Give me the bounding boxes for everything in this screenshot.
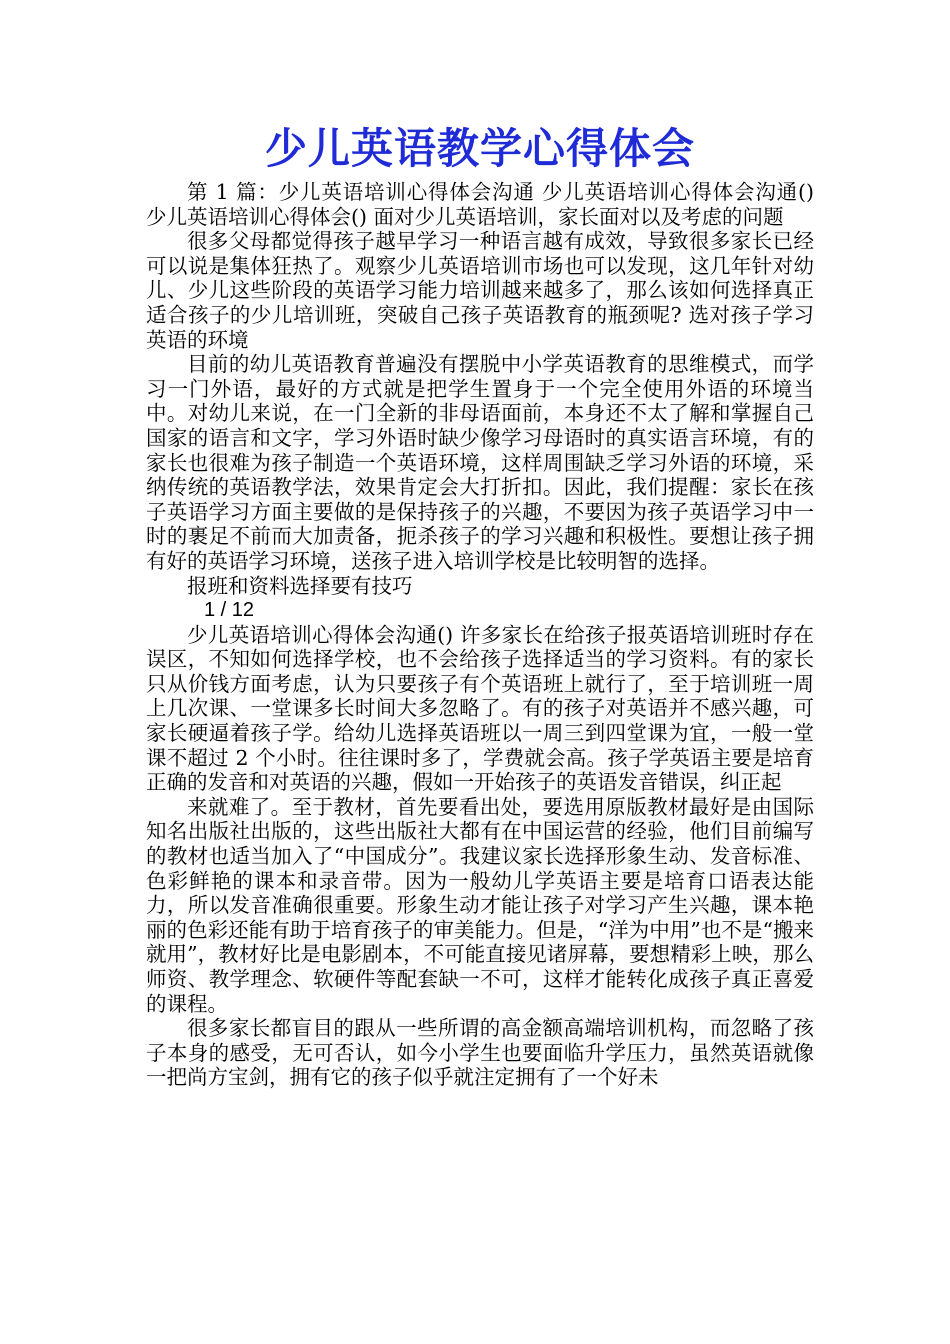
paragraph: 来就难了。至于教材，首先要看出处，要选用原版教材最好是由国际知名出版社出版的，这些出版社大都有在中国运营的经验，他们目前编写的教材也适当加入了“中国成分”。我建议家长选择形象生动、发音标准、色彩鲜艳的课本和录音带。因为一般幼儿学英语主要是培育口语表达能力，所以发音准确很重要。形象生动才能让孩子对学习产生兴趣，课本艳丽的色彩还能有助于培育孩子的审美能力。但是，“洋为中用”也不是“搬来就用”，教材好比是电影剧本，不可能直接见诸屏幕，要想精彩上映，那么师资、教学理念、软硬件等配套缺一不可，这样才能转化成孩子真正喜爱的课程。: [146, 794, 814, 1016]
paragraph: 少儿英语培训心得体会沟通() 许多家长在给孩子报英语培训班时存在误区，不知如何选择学校，也不会给孩子选择适当的学习资料。有的家长只从价钱方面考虑，认为只要孩子有个英语班上就行了，至于培训班一周上几次课、一堂课多长时间大多忽略了。有的孩子对英语并不感兴趣，可家长硬逼着孩子学。给幼儿选择英语班以一周三到四堂课为宜，一般一堂课不超过 2 个小时。往往课时多了，学费就会高。孩子学英语主要是培育正确的发音和对英语的兴趣，假如一开始孩子的英语发音错误，纠正起: [146, 622, 814, 795]
paragraph-intro: 第 1 篇：少儿英语培训心得体会沟通 少儿英语培训心得体会沟通() 少儿英语培训心得体会() 面对少儿英语培训，家长面对以及考虑的问题: [146, 180, 814, 229]
section-heading: 报班和资料选择要有技巧: [187, 573, 413, 598]
paragraph: 目前的幼儿英语教育普遍没有摆脱中小学英语教育的思维模式，而学习一门外语，最好的方式就是把学生置身于一个完全使用外语的环境当中。对幼儿来说，在一门全新的非母语面前，本身还不太了解和掌握自己国家的语言和文字，学习外语时缺少像学习母语时的真实语言环境，有的家长也很难为孩子制造一个英语环境，这样周围缺乏学习外语的环境，采纳传统的英语教学法，效果肯定会大打折扣。因此，我们提醒：家长在孩子英语学习方面主要做的是保持孩子的兴趣，不要因为孩子英语学习中一时的裹足不前而大加责备，扼杀孩子的学习兴趣和积极性。要想让孩子拥有好的英语学习环境，送孩子进入培训学校是比较明智的选择。: [146, 352, 814, 573]
paragraph: 很多父母都觉得孩子越早学习一种语言越有成效，导致很多家长已经可以说是集体狂热了。观察少儿英语培训市场也可以发现，这几年针对幼儿、少儿这些阶段的英语学习能力培训越来越多了，那么该如何选择真正适合孩子的少儿培训班，突破自己孩子英语教育的瓶颈呢? 选对孩子学习英语的环境: [146, 229, 814, 352]
paragraph: 很多家长都盲目的跟从一些所谓的高金额高端培训机构，而忽略了孩子本身的感受，无可否认，如今小学生也要面临升学压力，虽然英语就像一把尚方宝剑，拥有它的孩子似乎就注定拥有了一个好未: [146, 1016, 814, 1090]
document-title: 少儿英语教学心得体会: [264, 124, 695, 173]
document-body: [146, 122, 814, 1090]
page-number: 1 / 12: [204, 599, 255, 622]
